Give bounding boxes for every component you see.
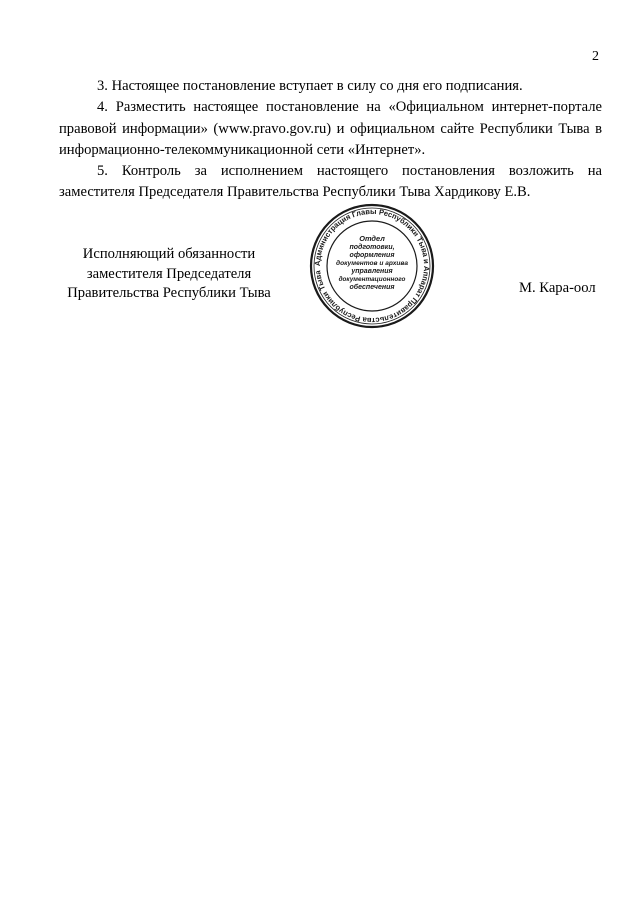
- stamp-ring-text: Администрация Главы Республики Тыва и Аппарат Правительства Республики Тыва: [312, 206, 432, 326]
- stamp-center-line: Отдел: [359, 234, 385, 243]
- stamp-center-line: документов и архива: [336, 260, 408, 267]
- paragraph-4: 4. Разместить настоящее постановление на «Официальном интернет-портале правовой информации» (www.pravo.gov.ru) и официальном сайте Республики Тыва в информационно-телекоммуникационной сети «Интернет».: [59, 99, 602, 158]
- stamp-center-line: документационного: [338, 276, 406, 283]
- page-number: 2: [592, 49, 599, 64]
- signatory-title: [58, 245, 280, 304]
- signatory-title-line: Исполняющий обязанности: [82, 246, 256, 262]
- stamp-graphic: [309, 203, 435, 329]
- stamp-center-line: обеспечения: [349, 284, 395, 291]
- stamp-center-line: оформления: [349, 252, 395, 259]
- stamp-center-line: управления: [351, 268, 393, 275]
- signatory-title-line: Правительства Республики Тыва: [67, 285, 271, 301]
- signer-name: М. Кара-оол: [519, 280, 596, 296]
- stamp-center-line: подготовки,: [349, 244, 395, 251]
- official-stamp: [309, 203, 435, 329]
- paragraph-5: 5. Контроль за исполнением настоящего постановления возложить на заместителя Председателя Правительства Республики Тыва Хардикову Е.В.: [59, 163, 602, 201]
- paragraph-3: 3. Настоящее постановление вступает в силу со дня его подписания.: [97, 78, 523, 94]
- signatory-title-line: заместителя Председателя: [86, 265, 252, 282]
- document-body: [59, 76, 602, 204]
